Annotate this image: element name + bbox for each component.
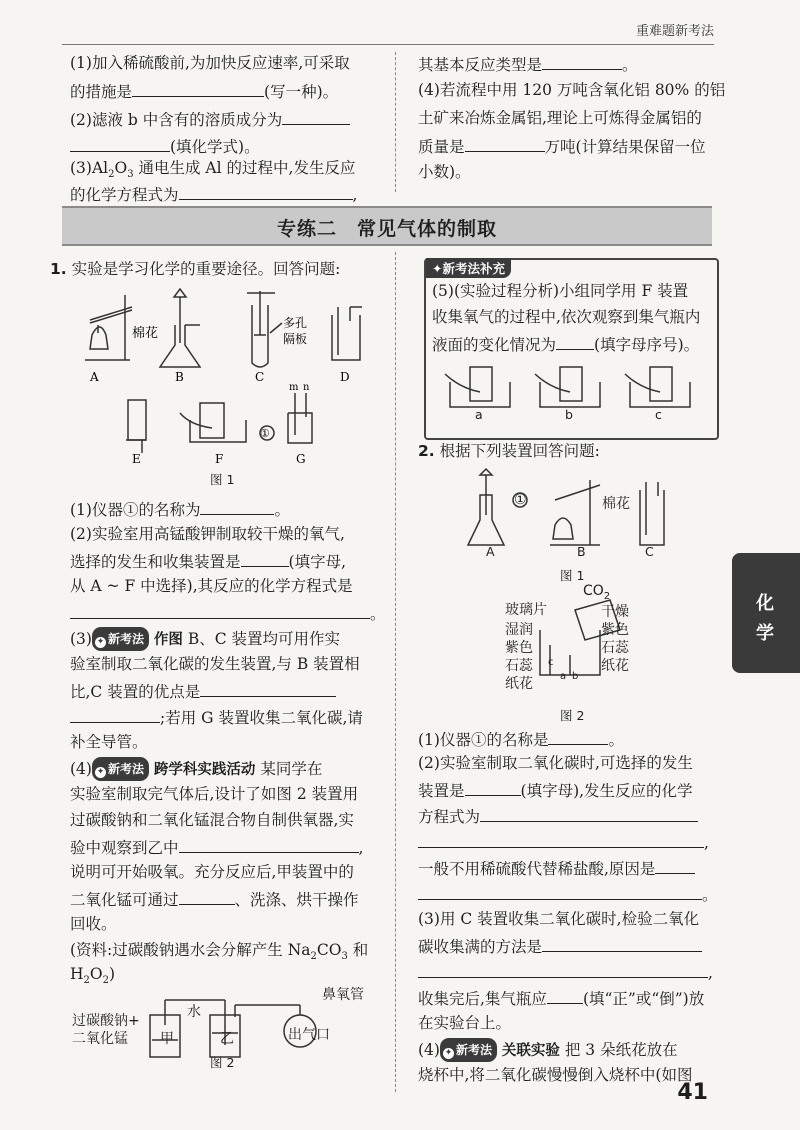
q1-fig2-tube: 鼻氧管 — [322, 987, 364, 1003]
q2-wet-3: 石蕊 — [505, 658, 533, 674]
q2-fig-label-C: C — [645, 544, 654, 559]
q2-wet-1: 湿润 — [505, 622, 533, 638]
q1-fig-label-C: C — [255, 370, 265, 384]
q2-p4-line-2: 烧杯中,将二氧化碳慢慢倒入烧杯中(如图 — [418, 1066, 693, 1084]
supplement-label-b: b — [565, 407, 573, 422]
top-right-line-2: (4)若流程中用 120 万吨含氧化铝 80% 的铝 — [418, 81, 726, 99]
q1-p4-line-1: (4) ✦ 新考法 跨学科实践活动 某同学在 — [70, 757, 322, 781]
answer-blank[interactable] — [655, 856, 695, 874]
supplement-line-2: 收集氧气的过程中,依次观察到集气瓶内 — [432, 308, 701, 326]
supplement-line-1: (5)(实验过程分析)小组同学用 F 装置 — [432, 282, 689, 300]
q2-p2-line-4: , — [418, 830, 709, 854]
top-left-line-1: (1)加入稀硫酸前,为加快反应速率,可采取 — [70, 54, 350, 72]
q1-fig-label-A: A — [90, 370, 99, 384]
q2-dry-1: 干燥 — [601, 604, 629, 620]
answer-blank[interactable] — [70, 705, 160, 723]
side-tab-char-2: 学 — [756, 623, 774, 644]
q1-p3-line-5: 补全导管。 — [70, 733, 148, 751]
q2-p2-line-1: (2)实验室制取二氧化碳时,可选择的发生 — [418, 754, 693, 772]
q2-circle-1: ① — [514, 492, 527, 508]
q1-p4-line-6: 二氧化锰可通过 、洗涤、烘干操作 — [70, 887, 359, 911]
q1-fig-label-B: B — [175, 370, 184, 384]
q2-p3-line-4: 收集完后,集气瓶应 (填“正”或“倒”)放 — [418, 986, 704, 1010]
top-right-line-5: 小数)。 — [418, 163, 471, 181]
q2-p3-line-1: (3)用 C 装置收集二氧化碳时,检验二氧化 — [418, 910, 700, 928]
q2-co2-label: $CO_2$ — [583, 583, 611, 602]
q2-p3-line-2: 碳收集满的方法是 — [418, 934, 702, 958]
q1-figure-1 — [70, 285, 400, 466]
answer-blank[interactable] — [418, 882, 702, 900]
side-tab-char-1: 化 — [756, 593, 774, 614]
bulb-icon: ✦ — [444, 1048, 453, 1058]
q2-p2-line-2: 装置是 (填字母),发生反应的化学 — [418, 778, 693, 802]
q1-p4-line-5: 说明可开始吸氧。充分反应后,甲装置中的 — [70, 863, 354, 881]
q2-p2-line-3: 方程式为 — [418, 804, 698, 828]
new-method-badge: ✦ 新考法 — [92, 627, 149, 651]
q1-p3-line-4: ;若用 G 装置收集二氧化碳,请 — [70, 705, 363, 729]
q2-p3-line-5: 在实验台上。 — [418, 1014, 512, 1032]
header-rule — [62, 44, 714, 45]
q1-fig2-jia: 甲 — [160, 1031, 174, 1047]
column-divider-top — [395, 52, 396, 192]
q1-tube-m: m — [289, 382, 299, 393]
top-left-line-6: 的化学方程式为 , — [70, 182, 357, 206]
q2-figure-1 — [470, 470, 670, 570]
q2-glass-label: 玻璃片 — [505, 602, 547, 618]
q1-p1: (1)仪器①的名称为 。 — [70, 497, 290, 521]
q1-p4-line-2: 实验室制取完气体后,设计了如图 2 装置用 — [70, 785, 359, 803]
answer-blank[interactable] — [282, 107, 350, 125]
answer-blank[interactable] — [132, 79, 264, 97]
answer-blank[interactable] — [542, 934, 702, 952]
q1-fig2-water: 水 — [187, 1004, 201, 1020]
answer-blank[interactable] — [465, 134, 545, 152]
new-method-badge: ✦ 新考法 — [92, 757, 149, 781]
top-left-line-4: (填化学式)。 — [70, 134, 260, 158]
q2-fig-label-B: B — [577, 544, 586, 559]
answer-blank[interactable] — [70, 134, 170, 152]
q1-note-line-2: $H_2O_2$) — [70, 965, 116, 987]
q2-p3-line-3: , — [418, 960, 713, 984]
q1-fig1-caption: 图 1 — [210, 472, 235, 487]
answer-blank[interactable] — [465, 778, 521, 796]
answer-blank[interactable] — [179, 887, 235, 905]
q2-cotton-label: 棉花 — [602, 496, 630, 512]
q1-fig2-yi: 乙 — [220, 1031, 234, 1047]
page-number: 41 — [677, 1080, 708, 1105]
q1-fig-label-G: G — [296, 452, 306, 466]
answer-blank[interactable] — [542, 52, 622, 70]
top-right-line-4: 质量是 万吨(计算结果保留一位 — [418, 134, 706, 158]
answer-blank[interactable] — [241, 549, 289, 567]
q2-fig2-a: a — [560, 671, 567, 682]
q2-stem: 2. 根据下列装置回答问题: — [418, 442, 600, 460]
q1-porous-label-2: 隔板 — [283, 332, 308, 346]
answer-blank[interactable] — [200, 497, 274, 515]
q1-fig-label-F: F — [215, 452, 224, 466]
q1-cotton-label: 棉花 — [132, 326, 159, 341]
q1-porous-label-1: 多孔 — [283, 316, 308, 330]
q2-p2-line-6: 。 — [418, 882, 718, 906]
supplement-label-c: c — [655, 407, 662, 422]
q1-fig2-left-label-2: 二氧化锰 — [72, 1031, 128, 1047]
q1-p3-line-1: (3) ✦ 新考法 作图 B、C 装置均可用作实 — [70, 627, 340, 651]
bulb-icon: ✦ — [96, 767, 105, 777]
q2-fig2-caption: 图 2 — [560, 708, 585, 723]
q2-dry-4: 纸花 — [601, 658, 629, 674]
q1-tube-n: n — [303, 382, 310, 393]
answer-blank[interactable] — [418, 830, 704, 848]
q1-note-line-1: (资料:过碳酸钠遇水会分解产生 $Na_2CO_3$ 和 — [70, 941, 369, 963]
top-right-line-1: 其基本反应类型是 。 — [418, 52, 638, 76]
supplement-line-3: 液面的变化情况为 (填字母序号)。 — [432, 332, 699, 356]
bulb-icon: ✦ — [432, 261, 443, 276]
q1-p4-line-3: 过碳酸钠和二氧化锰混合物自制供氧器,实 — [70, 811, 354, 829]
q2-p4-line-1: (4) ✦ 新考法 关联实验 把 3 朵纸花放在 — [418, 1038, 678, 1062]
q1-fig-label-E: E — [132, 452, 141, 466]
supplement-label-a: a — [475, 407, 483, 422]
bulb-icon: ✦ — [96, 637, 105, 647]
answer-blank[interactable] — [418, 960, 708, 978]
q2-fig2-b: b — [572, 671, 579, 682]
section-banner — [62, 206, 712, 246]
new-method-badge: ✦ 新考法 — [440, 1038, 497, 1062]
q1-p2-line-3: 从 A ~ F 中选择),其反应的化学方程式是 — [70, 577, 353, 595]
q2-fig2-c: c — [548, 657, 554, 668]
q1-stem: 1. 实验是学习化学的重要途径。回答问题: — [50, 260, 341, 278]
q1-p4-line-4: 验中观察到乙中 , — [70, 835, 363, 859]
q1-circle-1: ① — [260, 427, 270, 440]
answer-blank[interactable] — [200, 679, 336, 697]
q1-p2-line-2: 选择的发生和收集装置是 (填字母, — [70, 549, 346, 573]
answer-blank[interactable] — [179, 182, 353, 200]
subject-side-tab — [732, 553, 800, 673]
q2-dry-2: 紫色 — [601, 622, 629, 638]
top-left-line-2: 的措施是 (写一种)。 — [70, 79, 338, 103]
q2-wet-2: 紫色 — [505, 640, 533, 656]
q1-p2-line-4: 。 — [70, 601, 386, 625]
supplement-title: ✦新考法补充 — [426, 258, 511, 278]
q2-fig-label-A: A — [486, 544, 495, 559]
answer-blank[interactable] — [556, 332, 594, 350]
q1-p4-line-7: 回收。 — [70, 915, 117, 933]
top-left-line-5: $(3)Al_2O_3$ 通电生成 Al 的过程中,发生反应 — [70, 159, 356, 181]
q1-fig-label-D: D — [340, 370, 350, 384]
q1-p3-line-2: 验室制取二氧化碳的发生装置,与 B 装置相 — [70, 655, 360, 673]
answer-blank[interactable] — [548, 727, 608, 745]
banner-title: 专练二 常见气体的制取 — [276, 218, 497, 240]
q2-p1: (1)仪器①的名称是 。 — [418, 727, 624, 751]
section-header: 重难题新考法 — [635, 24, 714, 39]
q1-fig2-outlet: 出气口 — [288, 1027, 330, 1043]
answer-blank[interactable] — [70, 601, 370, 619]
q2-p2-line-5: 一般不用稀硫酸代替稀盐酸,原因是 — [418, 856, 695, 880]
q2-wet-4: 纸花 — [505, 676, 533, 692]
answer-blank[interactable] — [547, 986, 583, 1004]
q1-p3-line-3: 比,C 装置的优点是 — [70, 679, 336, 703]
answer-blank[interactable] — [480, 804, 698, 822]
q1-fig2-caption: 图 2 — [210, 1055, 235, 1070]
answer-blank[interactable] — [179, 835, 359, 853]
top-right-line-3: 土矿来冶炼金属铝,理论上可炼得金属铝的 — [418, 109, 702, 127]
q2-dry-3: 石蕊 — [601, 640, 629, 656]
q1-fig2-left-label-1: 过碳酸钠+ — [72, 1013, 140, 1029]
q1-p2-line-1: (2)实验室用高锰酸钾制取较干燥的氧气, — [70, 525, 345, 543]
q2-fig1-caption: 图 1 — [560, 568, 585, 583]
top-left-line-3: (2)滤液 b 中含有的溶质成分为 — [70, 107, 350, 131]
